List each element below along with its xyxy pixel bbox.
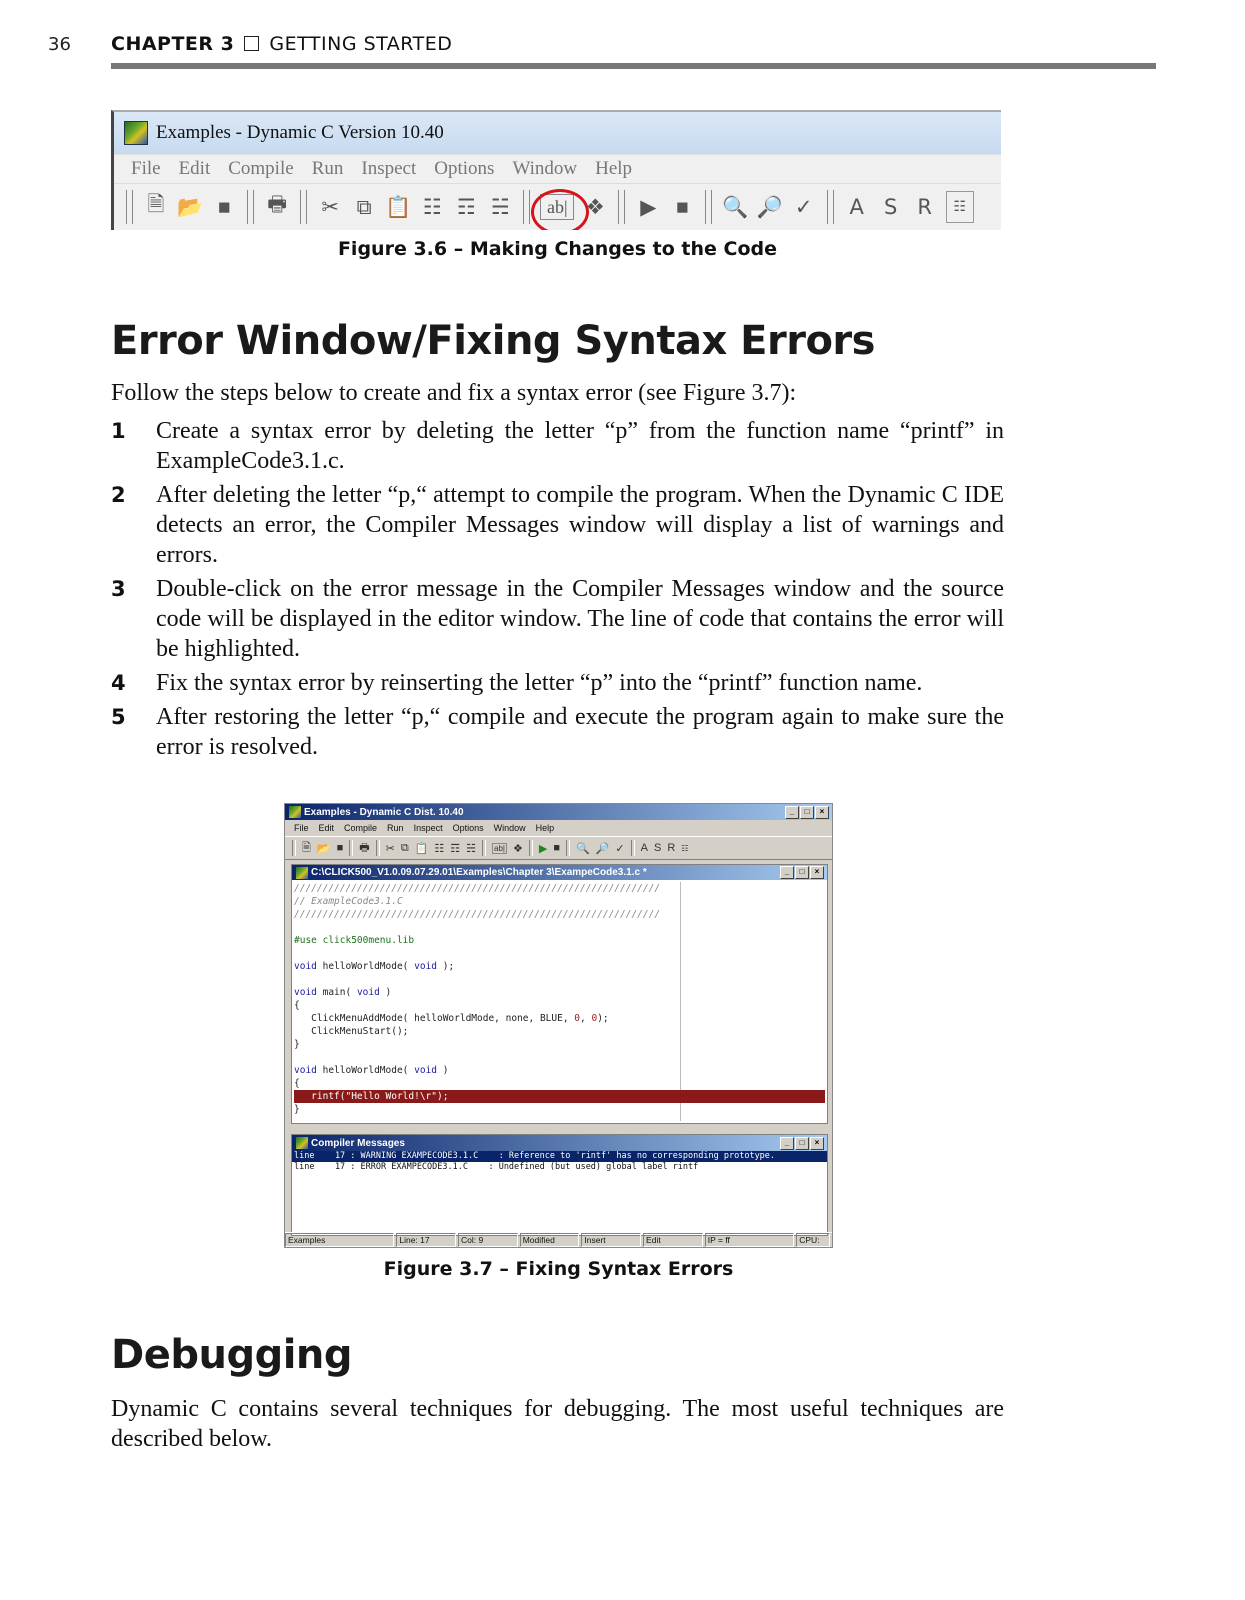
- maximize-icon[interactable]: □: [795, 866, 809, 879]
- toolbar-separator: [618, 190, 625, 224]
- stop-icon[interactable]: ■: [553, 842, 560, 854]
- menu-edit[interactable]: Edit: [318, 823, 335, 833]
- cut-icon[interactable]: ✂: [321, 194, 339, 219]
- editor-window: [291, 864, 828, 1124]
- window-title: Examples - Dynamic C Version 10.40: [156, 122, 444, 143]
- menu-window[interactable]: Window: [512, 158, 578, 179]
- toolbar-separator: [523, 190, 530, 224]
- menu-file[interactable]: File: [131, 158, 161, 179]
- list-item: [111, 574, 1004, 664]
- cut-icon[interactable]: ✂: [385, 842, 395, 855]
- step-text: Double-click on the error message in the Compiler Messages window and the source code will be displayed in the editor window. The line of code that contains the error will be highlighted.: [156, 576, 1004, 662]
- compiler-messages-window: [291, 1134, 828, 1236]
- menu-edit[interactable]: Edit: [178, 158, 211, 179]
- toolbar-separator: [300, 190, 307, 224]
- open-folder-icon[interactable]: 📂: [177, 194, 204, 219]
- menu-run[interactable]: Run: [387, 823, 404, 833]
- edit-mode-button[interactable]: [540, 194, 574, 220]
- toolbar-separator: [529, 840, 533, 856]
- find-next-icon[interactable]: ☵: [490, 194, 510, 219]
- window-controls: [785, 806, 829, 819]
- menu-inspect[interactable]: Inspect: [361, 158, 417, 179]
- menu-window[interactable]: Window: [493, 823, 526, 833]
- window-controls: [780, 1137, 824, 1150]
- add-watch-icon[interactable]: 🔍: [576, 842, 590, 855]
- maximize-icon[interactable]: □: [800, 806, 814, 819]
- ide-toolbar: [285, 836, 832, 860]
- maximize-icon[interactable]: □: [795, 1137, 809, 1150]
- toolbar-separator: [827, 190, 834, 224]
- messages-icon: [296, 1137, 308, 1149]
- save-icon[interactable]: ■: [336, 842, 344, 854]
- stdio-button[interactable]: S: [653, 842, 662, 854]
- toolbar-separator: [376, 840, 380, 856]
- registers-button[interactable]: R: [667, 842, 676, 854]
- step-number: 4: [111, 671, 126, 695]
- print-icon[interactable]: 🖶: [267, 191, 288, 216]
- open-folder-icon[interactable]: 📂: [316, 842, 331, 855]
- toolbar-separator: [292, 840, 296, 856]
- print-icon[interactable]: 🖶: [359, 841, 370, 854]
- highlight-circle: [531, 189, 589, 230]
- new-file-icon[interactable]: 🗎: [147, 191, 165, 216]
- figure-3-6-caption: Figure 3.6 – Making Changes to the Code: [337, 238, 778, 260]
- compile-icon[interactable]: ❖: [585, 194, 605, 219]
- warning-message-row[interactable]: line 17 : WARNING EXAMPECODE3.1.C : Reference to 'rintf' has no corresponding prototype.: [292, 1151, 827, 1162]
- status-edit: Edit: [643, 1233, 703, 1247]
- close-icon[interactable]: ×: [810, 1137, 824, 1150]
- step-number: 2: [111, 483, 126, 507]
- edit-mode-label: ab|: [547, 196, 568, 217]
- header-rule: [111, 63, 1156, 69]
- step-number: 3: [111, 577, 126, 601]
- add-watch-icon[interactable]: 🔍: [722, 194, 749, 219]
- save-icon[interactable]: ■: [217, 194, 231, 219]
- evaluate-watch-icon[interactable]: ✓: [615, 842, 625, 855]
- list-item: [111, 702, 1004, 762]
- menu-options[interactable]: Options: [452, 823, 484, 833]
- step-text: Create a syntax error by deleting the letter “p” from the function name “printf” in ExampleCode3.1.c.: [156, 418, 1004, 474]
- toolbar-separator: [126, 190, 133, 224]
- debugging-paragraph: Dynamic C contains several techniques for debugging. The most useful techniques are described below.: [111, 1396, 1004, 1452]
- menu-compile[interactable]: Compile: [228, 158, 294, 179]
- square-bullet-icon: [244, 36, 259, 51]
- file-icon: [296, 867, 308, 879]
- messages-titlebar: [292, 1135, 827, 1151]
- toolbar-separator: [247, 190, 254, 224]
- stdio-button[interactable]: S: [883, 195, 898, 219]
- chapter-label: CHAPTER 3: [111, 33, 235, 55]
- assembly-button[interactable]: A: [640, 842, 648, 854]
- new-file-icon[interactable]: 🗎: [302, 841, 311, 854]
- status-project: Examples: [285, 1233, 394, 1247]
- menu-run[interactable]: Run: [311, 158, 344, 179]
- status-ip: IP = ff: [705, 1233, 794, 1247]
- window-controls: [780, 866, 824, 879]
- remove-watch-icon[interactable]: 🔎: [756, 194, 783, 219]
- run-icon[interactable]: ▶: [640, 194, 657, 219]
- ide-menu-bar: [285, 820, 832, 836]
- paste-icon[interactable]: 📋: [414, 842, 429, 855]
- close-icon[interactable]: ×: [815, 806, 829, 819]
- status-col: Col: 9: [458, 1233, 518, 1247]
- close-icon[interactable]: ×: [810, 866, 824, 879]
- menu-inspect[interactable]: Inspect: [413, 823, 443, 833]
- editor-titlebar: [292, 865, 827, 880]
- ide-title: Examples - Dynamic C Dist. 10.40: [304, 806, 464, 818]
- menu-options[interactable]: Options: [434, 158, 495, 179]
- status-cpu: CPU:: [796, 1233, 830, 1247]
- menu-help[interactable]: Help: [535, 823, 555, 833]
- toolbar-separator: [631, 840, 635, 856]
- find-icon[interactable]: ☷: [434, 842, 445, 855]
- assembly-button[interactable]: A: [849, 195, 864, 219]
- menu-file[interactable]: File: [294, 823, 309, 833]
- menu-compile[interactable]: Compile: [344, 823, 378, 833]
- toolbar-separator: [566, 840, 570, 856]
- copy-icon[interactable]: ⧉: [356, 194, 372, 219]
- dynamic-c-app-icon: [124, 121, 148, 145]
- replace-icon[interactable]: ☶: [450, 842, 461, 855]
- stop-icon[interactable]: ■: [675, 194, 689, 219]
- minimize-icon[interactable]: _: [780, 866, 794, 879]
- run-icon[interactable]: ▶: [538, 842, 548, 855]
- toolbar-separator: [482, 840, 486, 856]
- toolbar-separator: [349, 840, 353, 856]
- figure-3-7-screenshot: [284, 803, 833, 1248]
- figure-3-7-caption: Figure 3.7 – Fixing Syntax Errors: [383, 1258, 734, 1280]
- minimize-icon[interactable]: _: [785, 806, 799, 819]
- intro-paragraph: Follow the steps below to create and fix a syntax error (see Figure 3.7):: [111, 380, 797, 406]
- list-item: [111, 668, 1004, 698]
- paste-icon[interactable]: 📋: [385, 194, 412, 219]
- status-bar: [285, 1232, 832, 1247]
- status-modified: Modified: [520, 1233, 580, 1247]
- steps-list: [111, 416, 1004, 766]
- status-line: Line: 17: [396, 1233, 456, 1247]
- window-titlebar: [114, 112, 1001, 154]
- toolbar: [114, 183, 1001, 230]
- memory-dump-icon[interactable]: ☷: [681, 843, 689, 853]
- error-message-row[interactable]: line 17 : ERROR EXAMPECODE3.1.C : Undefined (but used) global label rintf: [294, 1162, 699, 1172]
- step-number: 1: [111, 419, 126, 443]
- chapter-title: GETTING STARTED: [269, 33, 453, 55]
- remove-watch-icon[interactable]: 🔎: [595, 842, 610, 855]
- ide-titlebar: [285, 804, 832, 820]
- copy-icon[interactable]: ⧉: [400, 841, 409, 854]
- compile-icon[interactable]: ❖: [513, 842, 523, 855]
- registers-button[interactable]: R: [917, 195, 932, 219]
- replace-icon[interactable]: ☶: [456, 194, 476, 219]
- step-text: After restoring the letter “p,“ compile and execute the program again to make sure the error is resolved.: [156, 704, 1004, 760]
- editor-title: C:\CLICK500_V1.0.09.07.29.01\Examples\Chapter 3\ExampeCode3.1.c *: [311, 867, 647, 878]
- step-number: 5: [111, 705, 126, 729]
- page-number: 36: [48, 34, 71, 55]
- step-text: After deleting the letter “p,“ attempt to compile the program. When the Dynamic C IDE detects an error, the Compiler Messages window will display a list of warnings and errors.: [156, 482, 1004, 568]
- list-item: [111, 480, 1004, 570]
- memory-dump-icon[interactable]: ☷: [946, 191, 974, 223]
- step-text: Fix the syntax error by reinserting the letter “p” into the “printf” function name.: [156, 670, 923, 696]
- code-area[interactable]: //////////////////////////////////////////////////////////////// // ExampleCode3.1.C //////////////////////////////////////////////////////////////// #use click500menu.lib void helloWorldMode( void ); void main( void ) { ClickMenuAddMode( helloWorldMode, none, BLUE, 0, 0); ClickMenuStart(); } void helloWorldMode( void ) { rintf("Hello World!\r"); }: [294, 882, 825, 1121]
- section-heading-error-window: Error Window/Fixing Syntax Errors: [111, 318, 875, 364]
- section-heading-debugging: Debugging: [111, 1332, 353, 1378]
- figure-3-6-screenshot: [111, 110, 1001, 230]
- menu-help[interactable]: Help: [595, 158, 633, 179]
- toolbar-separator: [705, 190, 712, 224]
- edit-mode-button[interactable]: ab|: [494, 843, 505, 853]
- find-next-icon[interactable]: ☵: [466, 842, 477, 855]
- status-insert: Insert: [581, 1233, 641, 1247]
- messages-title: Compiler Messages: [311, 1137, 405, 1149]
- list-item: [111, 416, 1004, 476]
- find-icon[interactable]: ☷: [422, 194, 442, 219]
- menu-bar: [114, 154, 1001, 183]
- dynamic-c-app-icon: [289, 806, 301, 818]
- running-header: [111, 33, 452, 55]
- evaluate-watch-icon[interactable]: ✓: [794, 194, 813, 219]
- minimize-icon[interactable]: _: [780, 1137, 794, 1150]
